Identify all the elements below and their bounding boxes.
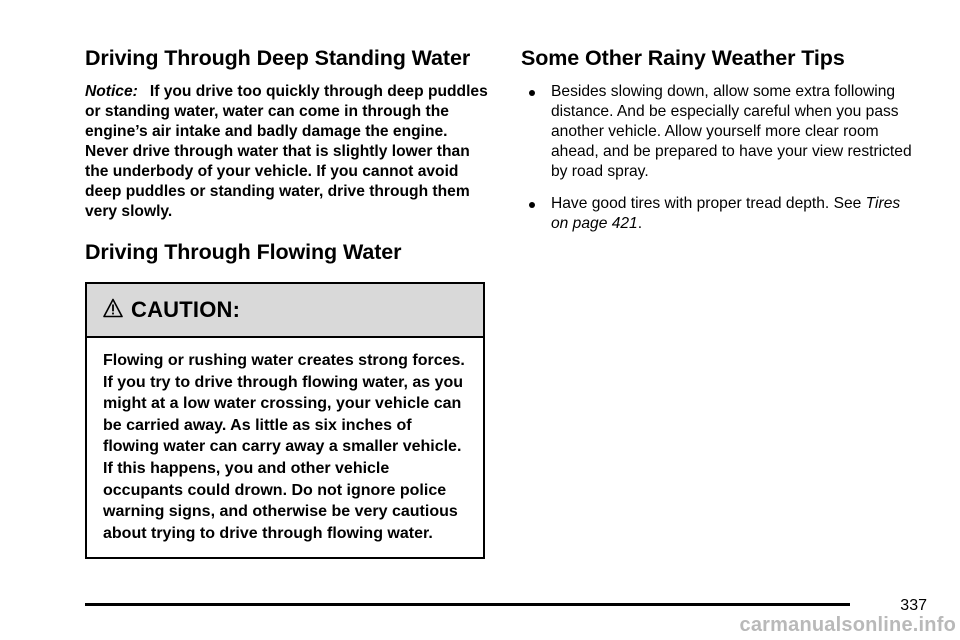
page-number: 337 (900, 597, 927, 614)
notice-label: Notice: (85, 83, 138, 100)
bullet-icon (529, 90, 535, 96)
caution-text: Flowing or rushing water creates strong forces. If you try to drive through flowing water, as you might at a low water crossing, your vehicle can be carried away. As little as six inches of flowing water can carry away a smaller vehicle. If this happens, you and other vehicle occupants could drown. Do not ignore police warning signs, and otherwise be very cautious about trying to drive through flowing water. (103, 352, 465, 542)
bullet-icon (529, 202, 535, 208)
left-column (85, 44, 489, 559)
list-item (521, 194, 921, 234)
watermark: carmanualsonline.info (739, 614, 956, 636)
right-column (521, 44, 921, 246)
warning-triangle-icon (103, 298, 123, 318)
heading-rainy-weather-tips: Some Other Rainy Weather Tips (521, 46, 845, 70)
tip-text: Have good tires with proper tread depth. See (551, 195, 866, 212)
tires-page-reference[interactable]: Tires on page 421 (551, 195, 901, 232)
notice-paragraph (85, 82, 489, 222)
tip-suffix: . (637, 215, 643, 232)
tip-text: Besides slowing down, allow some extra following distance. And be especially careful when you pass another vehicle. Allow yourself more clear room ahead, and be prepared to have your view restricted by road spray. (551, 83, 912, 180)
footer-rule (85, 603, 850, 606)
caution-box (85, 282, 485, 559)
list-item (521, 82, 921, 182)
notice-text: If you drive too quickly through deep puddles or standing water, water can come in through the engine’s air intake and badly damage the engine. Never drive through water that is slightly lower than the underbody of your vehicle. If you cannot avoid deep puddles or standing water, drive through them very slowly. (85, 83, 488, 220)
heading-deep-standing-water: Driving Through Deep Standing Water (85, 46, 471, 70)
caution-title: CAUTION: (131, 297, 241, 322)
caution-header (87, 284, 483, 338)
tips-list (521, 82, 921, 234)
heading-flowing-water: Driving Through Flowing Water (85, 240, 402, 264)
